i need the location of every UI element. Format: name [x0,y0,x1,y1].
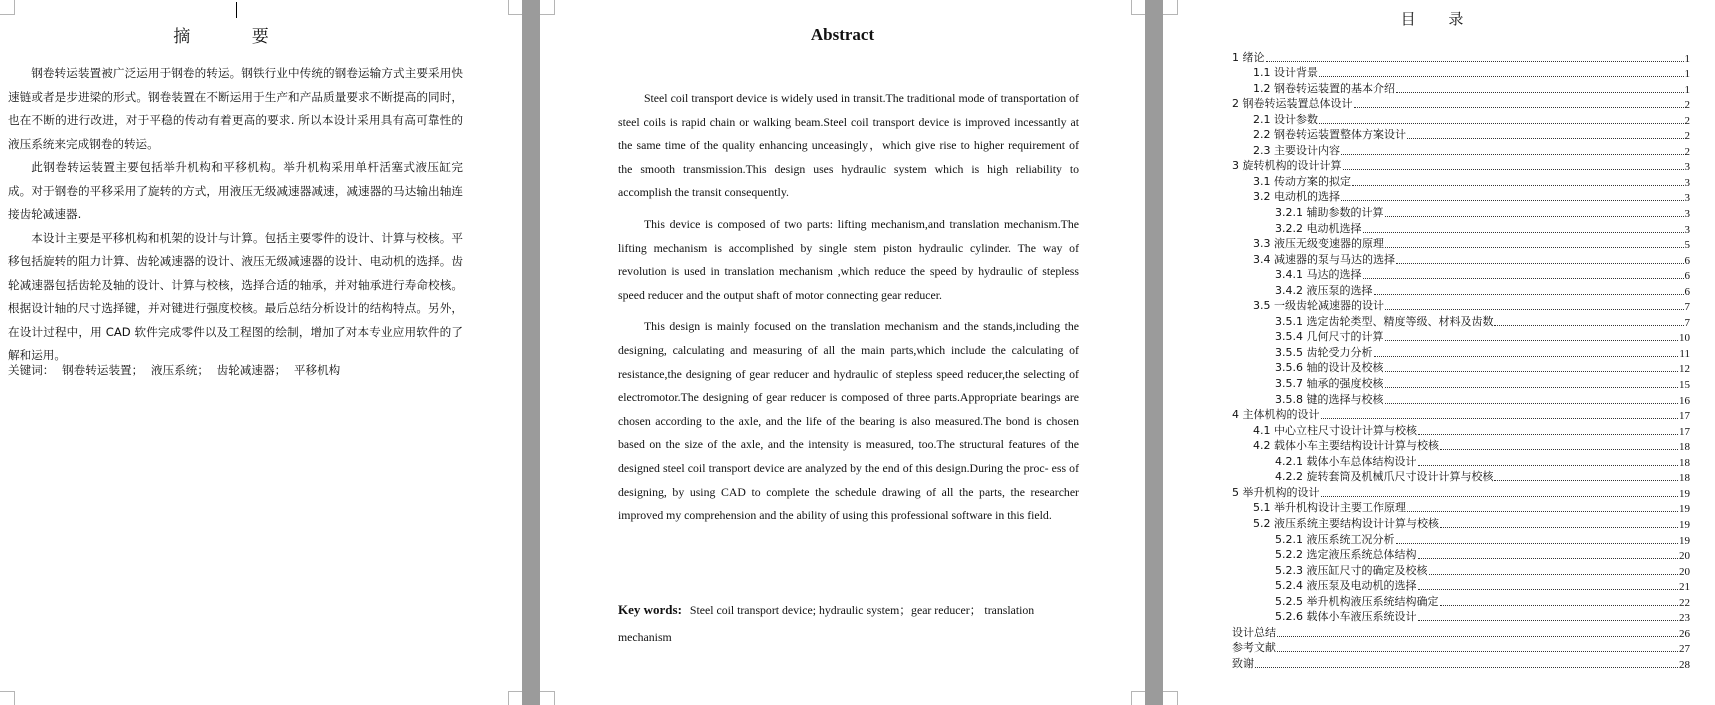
paragraph[interactable]: 钢卷转运装置被广泛运用于钢卷的转运。钢铁行业中传统的钢卷运输方式主要采用快速链或者是步进梁的形式。钢卷装置在不断运用于生产和产品质量要求不断提高的同时，也在不断的进行改进，对于平稳的传动有着更高的要求. 所以本设计采用具有高可靠性的液压系统来完成钢卷的转运。 [8,66,463,151]
toc-dot-leader [1319,76,1684,77]
toc-entry[interactable] [1232,562,1690,578]
toc-entry-page: 7 [1684,316,1690,329]
keywords-text: Steel coil transport device; hydraulic system；gear reducer； translation mechanism [618,603,1035,644]
paragraph[interactable]: 此钢卷转运装置主要包括举升机构和平移机构。举升机构采用单杆活塞式液压缸完成。对于钢卷的平移采用了旋转的方式，用液压无级减速器减速，减速器的马达输出轴连接齿轮减速器. [8,160,463,221]
toc-entry-page: 23 [1679,612,1690,625]
toc-entry-label: 5.1 举升机构设计主要工作原理 [1253,501,1406,515]
toc-dot-leader [1266,61,1684,62]
toc-dot-leader [1440,449,1678,450]
toc-dot-leader [1352,185,1684,186]
toc-dot-leader [1396,263,1684,264]
toc-entry[interactable] [1232,547,1690,563]
toc-entry[interactable] [1232,189,1690,205]
toc-entry[interactable] [1232,640,1690,656]
toc-entry-label: 3.5.4 几何尺寸的计算 [1275,330,1384,344]
toc-entry-label: 3.4.1 马达的选择 [1275,268,1362,282]
toc-entry-page: 2 [1684,145,1690,158]
toc-entry-page: 20 [1679,550,1690,563]
toc-entry-label: 致谢 [1232,656,1254,670]
toc-entry[interactable] [1232,313,1690,329]
paragraph[interactable]: 本设计主要是平移机构和机架的设计与计算。包括主要零件的设计、计算与校核。平移包括旋转的阻力计算、齿轮减速器的设计、液压无级减速器的设计、电动机的选择。齿轮减速器包括齿轮及轴的设计、计算与校核，选择合适的轴承，并对轴承进行寿命校核。根据设计轴的尺寸选择键，并对键进行强度校核。最后总结分析设计的结构特点。另外，在设计过程中，用 CAD 软件完成零件以及工程图的绘制，增加了对本专业应用软件的了解和运用。 [8,230,463,362]
toc-entry-label: 3.5 一级齿轮减速器的设计 [1253,299,1384,313]
toc-dot-leader [1494,325,1683,326]
toc-entry-label: 5.2.3 液压缸尺寸的确定及校核 [1275,563,1428,577]
toc-entry-label: 3.2.1 辅助参数的计算 [1275,206,1384,220]
toc-dot-leader [1363,232,1684,233]
toc-dot-leader [1354,107,1684,108]
toc-entry[interactable] [1232,236,1690,252]
toc-entry-page: 2 [1684,130,1690,143]
page-corner-mark [0,691,15,705]
toc-dot-leader [1385,216,1684,217]
toc-dot-leader [1321,418,1679,419]
toc-dot-leader [1385,247,1684,248]
toc-entry-page: 1 [1684,83,1690,96]
toc-entry-page: 3 [1684,161,1690,174]
page-corner-mark [1131,0,1145,15]
toc-entry[interactable] [1232,500,1690,516]
toc-entry-page: 19 [1679,503,1690,516]
page-table-of-contents [1163,0,1715,705]
toc-dot-leader [1418,620,1679,621]
toc-entry[interactable] [1232,624,1690,640]
toc-dot-leader [1418,558,1679,559]
keywords-label: 关键词： [8,363,55,377]
abstract-body[interactable] [8,62,463,368]
toc-entry[interactable] [1232,453,1690,469]
abstract-body[interactable] [618,87,1079,536]
toc-entry[interactable] [1232,422,1690,438]
toc-entry-page: 17 [1679,425,1690,438]
keywords-line[interactable] [618,596,1079,651]
paragraph[interactable]: This device is composed of two parts: lifting mechanism,and translation mechanism.The lifting mechanism is accomplished by single stem piston hydraulic cylinder. The way of revolution is used in translation mechanism ,which reduce the speed by hydraulic of stepless speed reducer and the output shaft of motor connecting gear reducer. [618,216,1079,302]
toc-entry[interactable] [1232,127,1690,143]
toc-entry-page: 19 [1679,487,1690,500]
toc-entry[interactable] [1232,298,1690,314]
page-corner-mark [508,0,522,15]
page-corner-mark [0,0,15,15]
toc-dot-leader [1418,434,1678,435]
paragraph[interactable]: This design is mainly focused on the translation mechanism and the stands,including the designing, calculating and measuring of all the main parts,which include the calculating of resistance,the designing of gear reducer and hydraulic of stepless speed reducer,the selecting of electromotor.The designing of gear reducer is composed of three parts.Appropriate bearings are chosen according to the axle, and the life of the bearing is also measured.The bond is chosen based on the size of the axle, and the intensity is measured, too.The structural features of the designed steel coil transport device are analyzed by the end of this design.During the proc- ess of designing, by using CAD to complete the schedule drawing of all the parts, the researcher improved my comprehension and the ability of using this professional software in this field. [618,319,1079,523]
keyword: 平移机构 [293,363,341,377]
toc-entry[interactable] [1232,173,1690,189]
toc-entry-page: 2 [1684,99,1690,112]
toc-entry-label: 3.4 减速器的泵与马达的选择 [1253,252,1395,266]
toc-dot-leader [1418,465,1679,466]
toc-entry-label: 5.2.2 选定液压系统总体结构 [1275,548,1417,562]
toc-entry[interactable] [1232,407,1690,423]
toc-dot-leader [1277,636,1678,637]
toc-entry-page: 6 [1684,285,1690,298]
toc-entry-label: 设计总结 [1232,625,1276,639]
toc-entry-page: 22 [1679,596,1690,609]
toc-entry-page: 15 [1679,379,1690,392]
toc-entry-label: 1.1 设计背景 [1253,66,1318,80]
page-title: Abstract [810,25,875,44]
toc-entry-label: 5.2.4 液压泵及电动机的选择 [1275,579,1417,593]
toc-entry-page: 16 [1679,394,1690,407]
toc-entry-page: 28 [1679,658,1690,671]
toc-entry-page: 2 [1684,114,1690,127]
toc-dot-leader [1385,387,1679,388]
keyword: 齿轮减速器； [216,363,287,377]
toc-entry[interactable] [1232,344,1690,360]
toc-entry-label: 5.2.5 举升机构液压系统结构确定 [1275,594,1439,608]
toc-entry-page: 19 [1679,518,1690,531]
toc-entry[interactable] [1232,469,1690,485]
toc-entry-page: 18 [1679,472,1690,485]
text-cursor [236,2,237,18]
page-english-abstract [540,0,1145,705]
toc-entry-label: 4.2.1 载体小车总体结构设计 [1275,454,1417,468]
toc-entry[interactable] [1232,220,1690,236]
page-title: 摘 要 [173,27,297,47]
toc-entry-page: 18 [1679,456,1690,469]
toc-entry[interactable] [1232,391,1690,407]
toc-entry-page: 17 [1679,410,1690,423]
toc-dot-leader [1341,154,1684,155]
toc-entry[interactable] [1232,267,1690,283]
toc-entry[interactable] [1232,65,1690,81]
toc-entry[interactable] [1232,282,1690,298]
toc-entry-label: 3.3 液压无级变速器的原理 [1253,237,1384,251]
toc-entry-label: 2.1 设计参数 [1253,112,1318,126]
toc-entry[interactable] [1232,158,1690,174]
toc-dot-leader [1374,294,1684,295]
toc-entry-label: 3.5.8 键的选择与校核 [1275,392,1384,406]
toc-entry[interactable] [1232,375,1690,391]
toc-entry-label: 3.5.5 齿轮受力分析 [1275,345,1373,359]
toc-entry[interactable] [1232,329,1690,345]
toc-dot-leader [1440,605,1679,606]
toc-entry-label: 3.1 传动方案的拟定 [1253,174,1351,188]
toc-entry-label: 1 绪论 [1232,50,1265,64]
page-corner-mark [540,691,555,705]
toc-entry[interactable] [1232,204,1690,220]
toc-entry-page: 7 [1684,301,1690,314]
toc-entry-page: 1 [1684,52,1690,65]
toc-entry-label: 3.5.6 轴的设计及校核 [1275,361,1384,375]
toc-entry[interactable] [1232,96,1690,112]
toc-dot-leader [1385,403,1679,404]
toc-entry-page: 12 [1679,363,1690,376]
toc-entry[interactable] [1232,531,1690,547]
toc-dot-leader [1385,309,1684,310]
toc-entry-page: 1 [1684,68,1690,81]
toc-dot-leader [1321,496,1679,497]
toc-entry-label: 3.4.2 液压泵的选择 [1275,283,1373,297]
toc-entry-label: 5.2.1 液压系统工况分析 [1275,532,1395,546]
toc-entry-label: 4.1 中心立柱尺寸设计计算与校核 [1253,423,1417,437]
toc-entry-label: 4.2.2 旋转套筒及机械爪尺寸设计计算与校核 [1275,470,1494,484]
toc-dot-leader [1494,480,1678,481]
toc-dot-leader [1396,543,1679,544]
toc-dot-leader [1407,511,1678,512]
toc-entry[interactable] [1232,49,1690,65]
toc-entry-page: 20 [1679,565,1690,578]
toc-entry-page: 18 [1679,441,1690,454]
keyword: 钢卷转运装置； [62,363,144,377]
toc-entry-page: 11 [1679,347,1690,360]
page-corner-mark [508,691,522,705]
toc-entry[interactable] [1232,578,1690,594]
toc-dot-leader [1255,667,1678,668]
toc-dot-leader [1277,651,1678,652]
toc-entry[interactable] [1232,593,1690,609]
toc-entry-page: 21 [1679,581,1690,594]
page-corner-mark [540,0,555,15]
toc-entry-label: 4.2 载体小车主要结构设计计算与校核 [1253,439,1439,453]
toc-entry-page: 6 [1684,270,1690,283]
toc-entry-label: 2.2 钢卷转运装置整体方案设计 [1253,128,1406,142]
toc-entry[interactable] [1232,360,1690,376]
toc-dot-leader [1363,278,1684,279]
toc-dot-leader [1396,92,1684,93]
toc-entry-label: 5.2 液压系统主要结构设计计算与校核 [1253,516,1439,530]
toc-entry-label: 3.5.7 轴承的强度校核 [1275,377,1384,391]
toc-dot-leader [1418,589,1679,590]
toc-dot-leader [1385,371,1679,372]
paragraph[interactable]: Steel coil transport device is widely used in transit.The traditional mode of transportation of steel coils is rapid chain or walking beam.Steel coil transport device is improved incessantly at the same time of the quality enhancing unceasingly，which give rise to higher requirement of the smooth transmission.This design uses hydraulic system which is high reliability to accomplish the transit consequently. [618,91,1079,200]
toc-entry[interactable] [1232,655,1690,671]
toc-entry-label: 4 主体机构的设计 [1232,408,1320,422]
toc-entry-label: 3 旋转机构的设计计算 [1232,159,1342,173]
toc-dot-leader [1440,527,1678,528]
toc-entry-page: 19 [1679,534,1690,547]
toc-entry[interactable] [1232,438,1690,454]
toc-entry-page: 3 [1684,176,1690,189]
toc-entry[interactable] [1232,484,1690,500]
toc-entry[interactable] [1232,515,1690,531]
toc-entry-label: 3.2.2 电动机选择 [1275,221,1362,235]
toc-entry-page: 6 [1684,254,1690,267]
toc-dot-leader [1319,123,1684,124]
toc-entry-label: 参考文献 [1232,641,1276,655]
keywords-label: Key words: [618,602,682,617]
page-title: 目 录 [1400,10,1478,28]
toc-entry-label: 2.3 主要设计内容 [1253,143,1340,157]
toc-entry-label: 3.5.1 选定齿轮类型、精度等级、材料及齿数 [1275,314,1494,328]
toc-entry-page: 26 [1679,627,1690,640]
page-corner-mark [1131,691,1145,705]
toc-entry-label: 5.2.6 载体小车液压系统设计 [1275,610,1417,624]
toc-entry-label: 5 举升机构的设计 [1232,485,1320,499]
toc-entry-page: 10 [1679,332,1690,345]
toc-dot-leader [1374,356,1679,357]
toc-entry[interactable] [1232,111,1690,127]
toc-entry-page: 5 [1684,239,1690,252]
page-chinese-abstract [0,0,522,705]
page-corner-mark [1163,691,1178,705]
toc-entry[interactable] [1232,251,1690,267]
toc-dot-leader [1343,169,1684,170]
toc-entry-label: 1.2 钢卷转运装置的基本介绍 [1253,81,1395,95]
toc-entry-page: 3 [1684,192,1690,205]
toc-entry-label: 2 钢卷转运装置总体设计 [1232,97,1353,111]
toc-list [1232,49,1690,671]
keyword: 液压系统； [150,363,209,377]
toc-dot-leader [1407,138,1684,139]
toc-dot-leader [1429,574,1679,575]
toc-entry-page: 3 [1684,223,1690,236]
toc-entry[interactable] [1232,80,1690,96]
toc-entry[interactable] [1232,609,1690,625]
toc-dot-leader [1341,200,1684,201]
toc-entry-page: 27 [1679,643,1690,656]
toc-dot-leader [1385,340,1679,341]
keywords-line[interactable] [8,362,463,378]
toc-entry-label: 3.2 电动机的选择 [1253,190,1340,204]
toc-entry[interactable] [1232,142,1690,158]
toc-entry-page: 3 [1684,208,1690,221]
